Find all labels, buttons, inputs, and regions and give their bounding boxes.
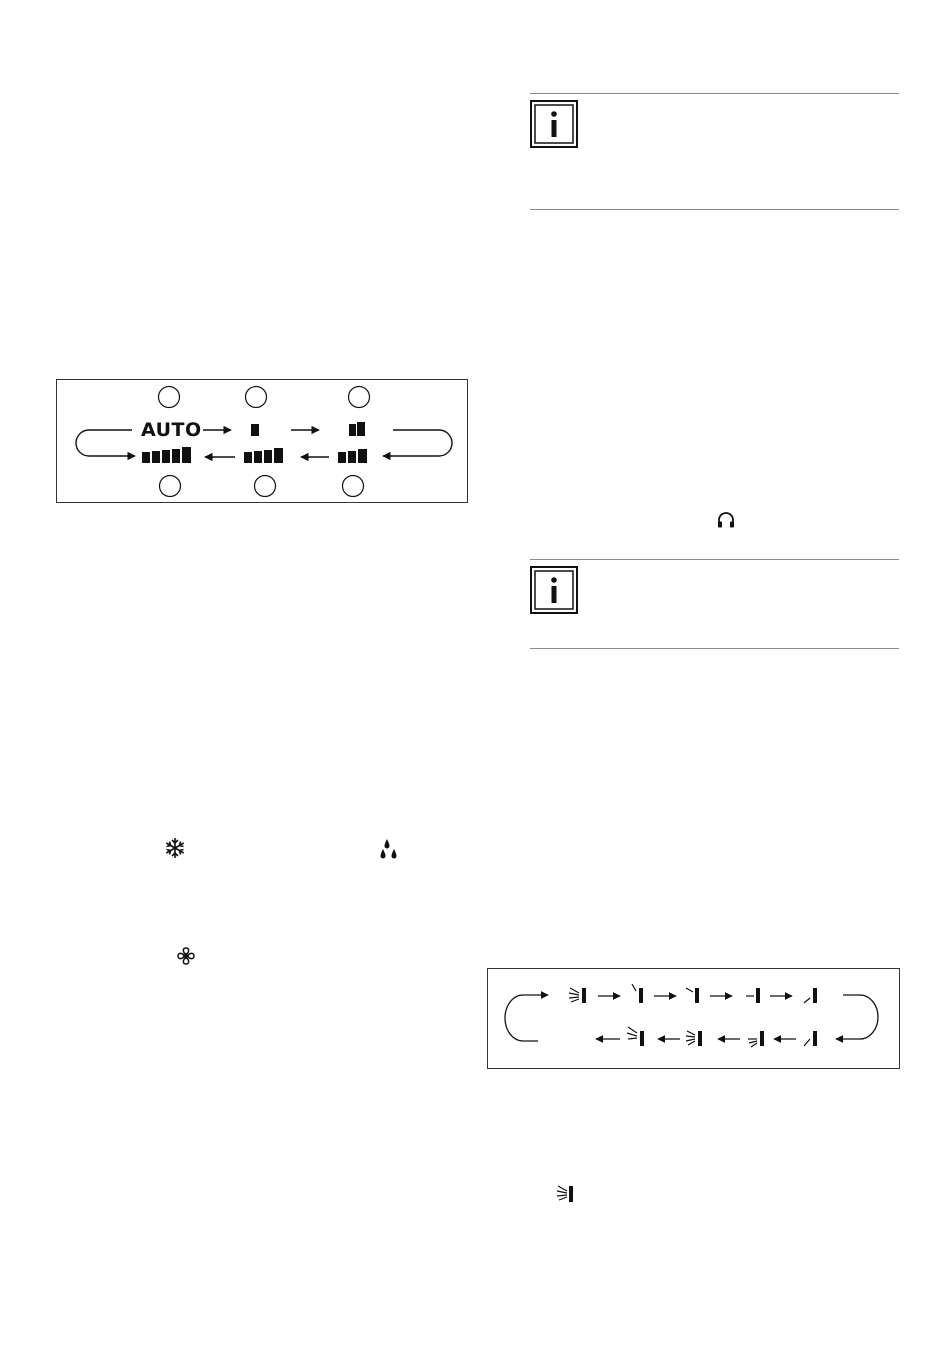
fan-icon bbox=[175, 945, 197, 967]
loop-arrow-right bbox=[383, 430, 452, 456]
louver-swing-icon bbox=[555, 1183, 577, 1205]
louver-state bbox=[569, 988, 586, 1003]
loop-arrow-left bbox=[76, 430, 135, 456]
speed-bar bbox=[142, 452, 150, 463]
snowflake-icon bbox=[164, 837, 186, 859]
fan-speed-figure bbox=[56, 379, 468, 503]
louver-state bbox=[686, 988, 699, 1003]
step-circle bbox=[246, 387, 267, 408]
speed-bar bbox=[182, 447, 191, 463]
info-note-top-rule bbox=[530, 93, 899, 94]
fan-speed-diagram bbox=[57, 380, 467, 502]
louver-state bbox=[627, 1027, 644, 1046]
louver-state bbox=[804, 988, 817, 1003]
loop-arrow-right bbox=[836, 995, 878, 1039]
speed-bar bbox=[358, 449, 367, 463]
speed-bar bbox=[172, 449, 180, 463]
speed-bar bbox=[338, 452, 346, 463]
speed-bar bbox=[244, 452, 252, 463]
louver-swing-figure bbox=[487, 968, 900, 1069]
louver-state bbox=[804, 1031, 817, 1046]
info-icon bbox=[530, 566, 578, 614]
speed-bar bbox=[264, 450, 272, 463]
speed-bar bbox=[162, 450, 170, 463]
step-circle bbox=[343, 476, 364, 497]
step-circle bbox=[159, 387, 180, 408]
speed-bar bbox=[152, 451, 160, 463]
speed-bar bbox=[251, 424, 259, 436]
info-icon bbox=[530, 100, 578, 148]
step-circle bbox=[255, 476, 276, 497]
louver-state bbox=[746, 988, 760, 1003]
speed-bar bbox=[357, 422, 365, 436]
speed-bar bbox=[274, 448, 283, 463]
info-note-bottom-rule bbox=[530, 648, 899, 649]
step-circle bbox=[160, 476, 181, 497]
headphone-icon bbox=[715, 509, 737, 531]
info-note-bottom-rule bbox=[530, 209, 899, 210]
step-circle bbox=[349, 387, 370, 408]
loop-arrow-left bbox=[505, 995, 548, 1041]
auto-label: AUTO bbox=[141, 419, 202, 441]
louver-state bbox=[748, 1031, 764, 1047]
water-drops-icon bbox=[378, 838, 400, 860]
speed-bar bbox=[348, 451, 356, 463]
speed-bar bbox=[254, 451, 262, 463]
louver-swing-diagram bbox=[488, 969, 899, 1068]
speed-bar bbox=[349, 424, 356, 436]
info-note-top-rule bbox=[530, 559, 899, 560]
louver-state bbox=[686, 1031, 702, 1046]
louver-state bbox=[632, 984, 643, 1003]
